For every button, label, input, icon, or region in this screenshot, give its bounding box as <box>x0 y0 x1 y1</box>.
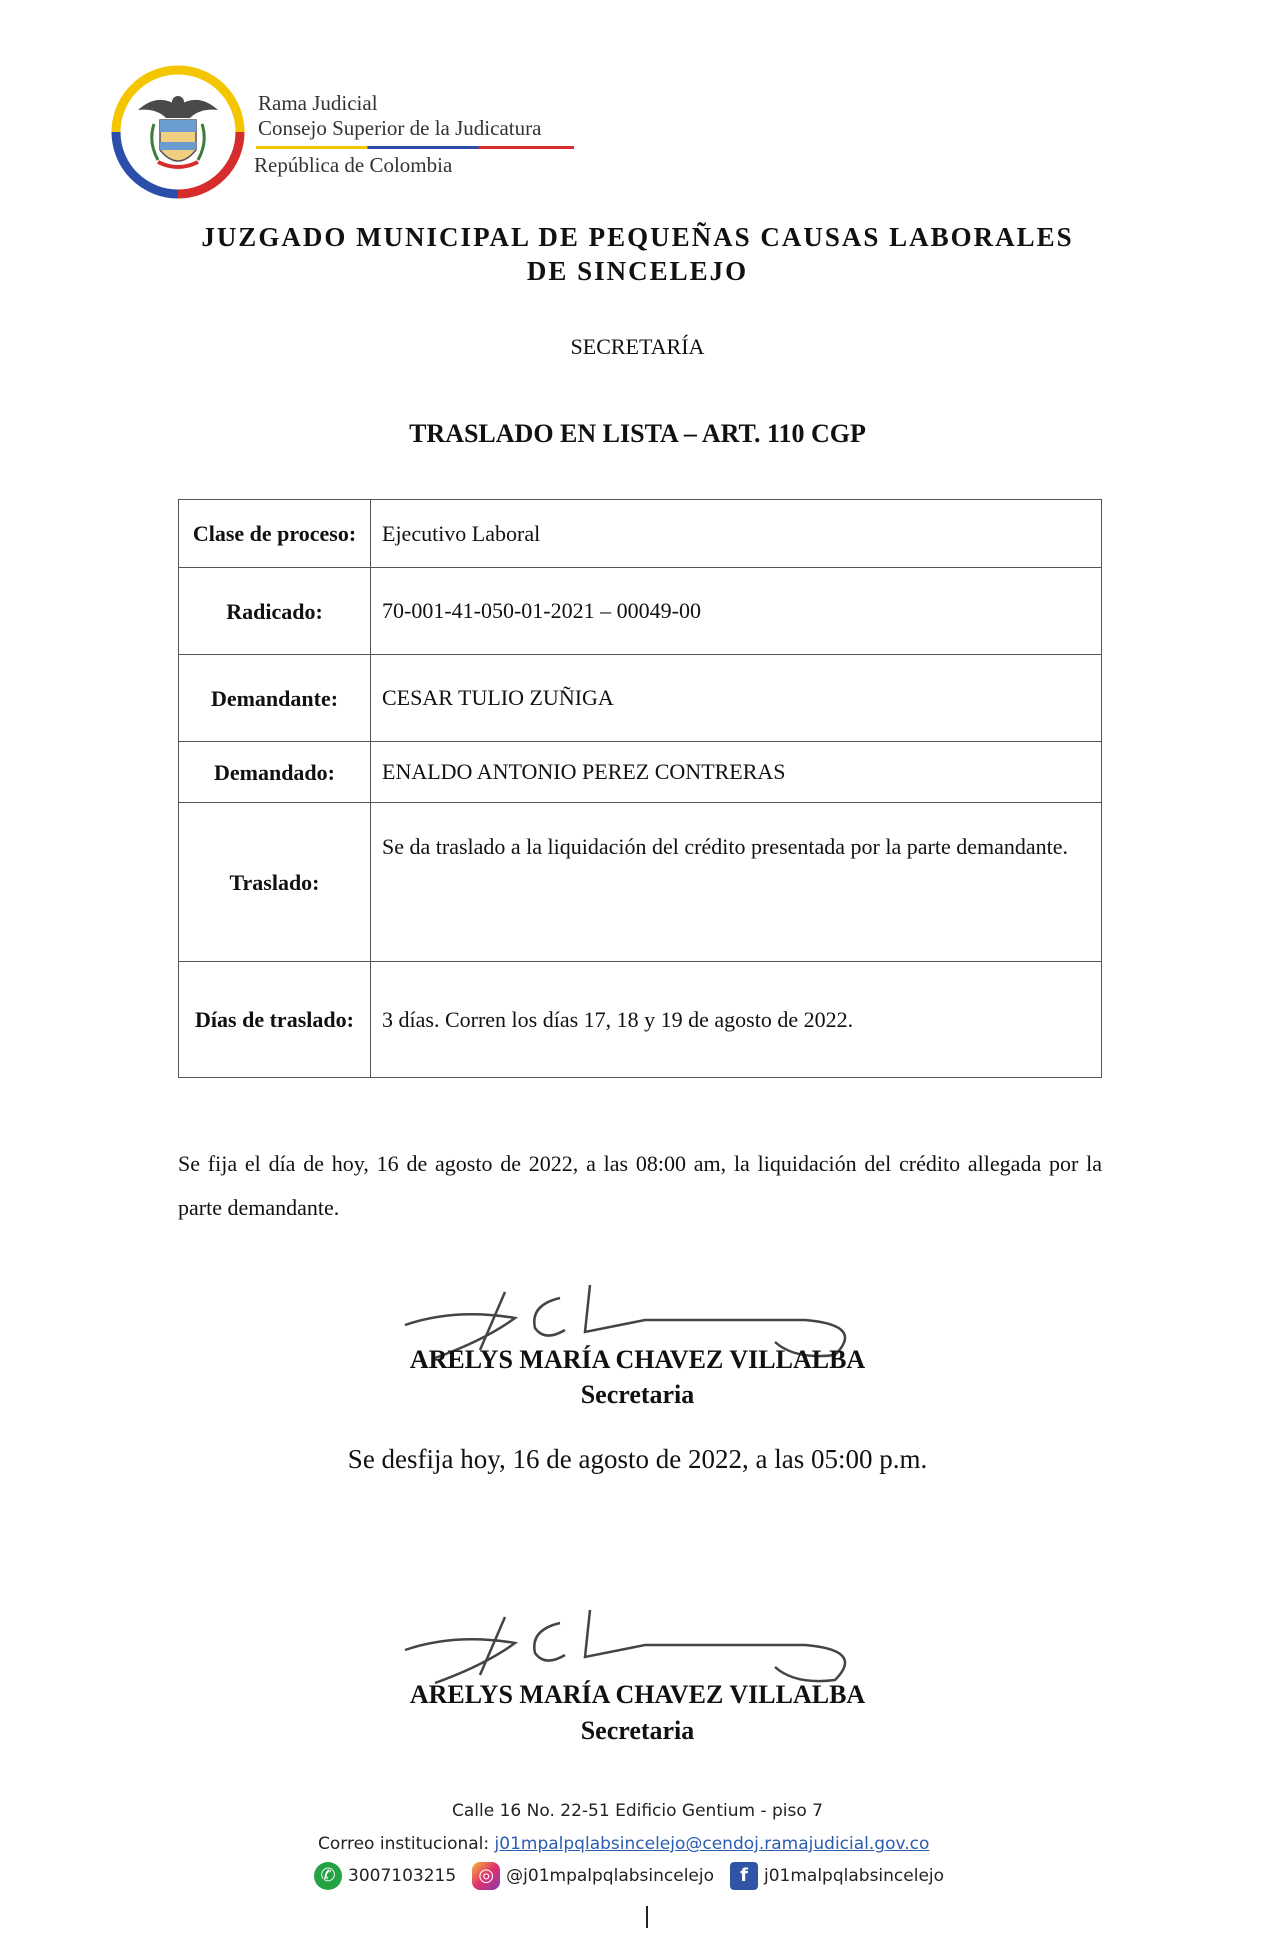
org-name-line2: Consejo Superior de la Judicatura <box>258 116 542 140</box>
table-row <box>179 803 1102 962</box>
footer-address: Calle 16 No. 22-51 Edificio Gentium - piso 7 <box>452 1801 823 1821</box>
court-name-line2: DE SINCELEJO <box>526 256 749 286</box>
instagram-icon: ◎ <box>472 1862 500 1890</box>
email-link[interactable]: j01mpalpqlabsincelejo@cendoj.ramajudicial.gov.co <box>494 1834 930 1854</box>
row-value: ENALDO ANTONIO PEREZ CONTRERAS <box>371 742 1102 803</box>
table-row <box>179 500 1102 568</box>
row-label: Demandante: <box>179 655 371 742</box>
org-tricolor-rule <box>256 146 574 149</box>
table-row <box>179 742 1102 803</box>
court-name-line1: JUZGADO MUNICIPAL DE PEQUEÑAS CAUSAS LABORALES <box>201 222 1074 252</box>
document-title: TRASLADO EN LISTA – ART. 110 CGP <box>409 419 866 448</box>
row-value: Ejecutivo Laboral <box>371 500 1102 568</box>
whatsapp-icon: ✆ <box>314 1862 342 1890</box>
row-value: 70-001-41-050-01-2021 – 00049-00 <box>371 568 1102 655</box>
table-row <box>179 962 1102 1078</box>
case-info-table <box>178 499 1102 1078</box>
rama-judicial-logo <box>108 62 248 202</box>
signature-image <box>395 1605 875 1685</box>
desfija-paragraph: Se desfija hoy, 16 de agosto de 2022, a las 05:00 p.m. <box>347 1444 928 1474</box>
org-name-line1: Rama Judicial <box>258 91 378 115</box>
row-label: Clase de proceso: <box>179 500 371 568</box>
row-label: Radicado: <box>179 568 371 655</box>
section-label: SECRETARÍA <box>570 334 705 359</box>
row-value: Se da traslado a la liquidación del crédito presentada por la parte demandante. <box>371 803 1102 962</box>
signer-role: Secretaria <box>580 1380 695 1409</box>
row-value: CESAR TULIO ZUÑIGA <box>371 655 1102 742</box>
row-label: Traslado: <box>179 803 371 962</box>
org-name-line3: República de Colombia <box>254 153 453 177</box>
whatsapp-number: 3007103215 <box>348 1866 457 1886</box>
footer-email-line <box>318 1834 929 1854</box>
email-label: Correo institucional: <box>318 1834 495 1854</box>
text-cursor <box>646 1906 648 1928</box>
row-value: 3 días. Corren los días 17, 18 y 19 de agosto de 2022. <box>371 962 1102 1078</box>
facebook-handle: j01malpqlabsincelejo <box>764 1866 945 1886</box>
row-label: Días de traslado: <box>179 962 371 1078</box>
facebook-icon: f <box>730 1862 758 1890</box>
row-label: Demandado: <box>179 742 371 803</box>
signer-role: Secretaria <box>580 1716 695 1745</box>
table-row <box>179 568 1102 655</box>
instagram-handle: @j01mpalpqlabsincelejo <box>506 1866 714 1886</box>
signer-name: ARELYS MARÍA CHAVEZ VILLALBA <box>409 1345 866 1374</box>
table-row <box>179 655 1102 742</box>
footer-social <box>314 1862 960 1890</box>
fija-paragraph: Se fija el día de hoy, 16 de agosto de 2022, a las 08:00 am, la liquidación del crédito allegada por la parte demandante. <box>178 1151 1102 1220</box>
signer-name: ARELYS MARÍA CHAVEZ VILLALBA <box>409 1680 866 1709</box>
